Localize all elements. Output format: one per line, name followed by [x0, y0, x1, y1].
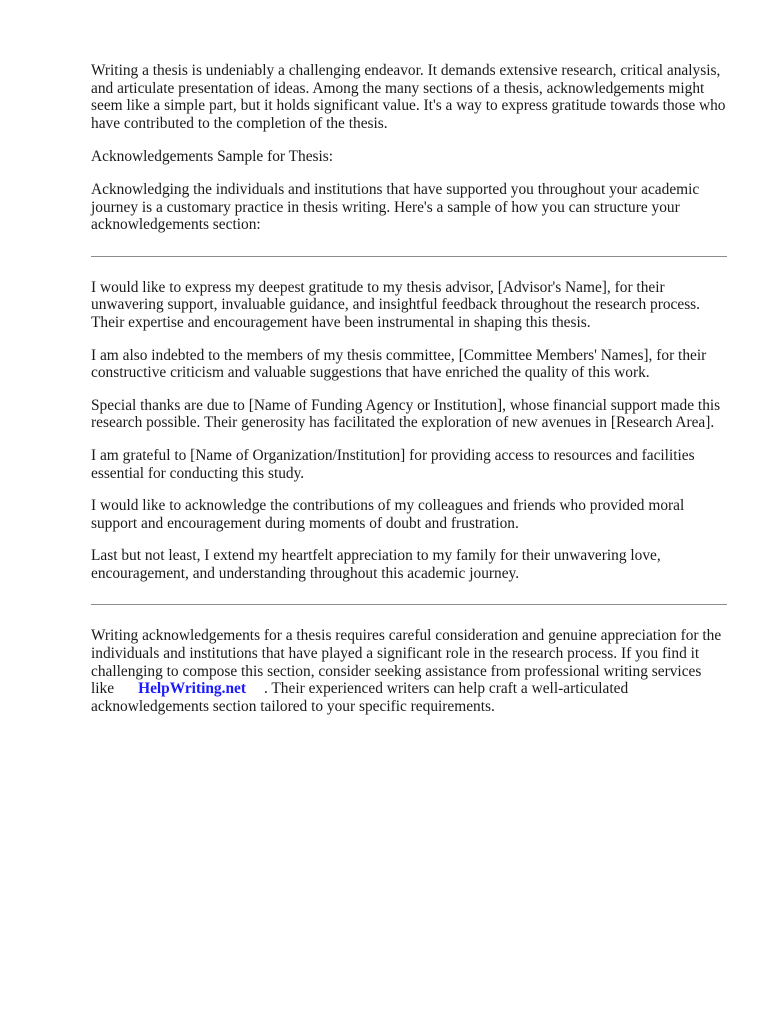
sample-paragraph-funding: Special thanks are due to [Name of Funding Agency or Institution], whose financial support made this research possible. Their generosity has facilitated the exploration of new avenues in [Research Area]. [91, 396, 721, 432]
helpwriting-link[interactable]: HelpWriting.net [138, 680, 246, 698]
section-heading: Acknowledgements Sample for Thesis: [91, 148, 334, 166]
divider-top [91, 256, 727, 257]
closing-paragraph [91, 627, 727, 715]
document-page [91, 62, 727, 715]
sample-paragraph-family: Last but not least, I extend my heartfelt appreciation to my family for their unwavering love, encouragement, and understanding throughout this academic journey. [91, 547, 661, 582]
sample-paragraph-colleagues: I would like to acknowledge the contributions of my colleagues and friends who provided moral support and encouragement during moments of doubt and frustration. [91, 497, 685, 532]
divider-bottom [91, 604, 727, 605]
closing-text-after-link: . Their experienced writers can help craft a well-articulated acknowledgements section tailored to your specific requirements. [91, 680, 629, 715]
intro-paragraph: Writing a thesis is undeniably a challenging endeavor. It demands extensive research, critical analysis, and articulate presentation of ideas. Among the many sections of a thesis, acknowledgements might seem like a simple part, but it holds significant value. It's a way to express gratitude towards those who have contributed to the completion of the thesis. [91, 62, 726, 132]
sample-paragraph-committee: I am also indebted to the members of my thesis committee, [Committee Members' Names], for their constructive criticism and valuable suggestions that have enriched the quality of this work. [91, 346, 707, 382]
closing-text-before-link: Writing acknowledgements for a thesis requires careful consideration and genuine appreciation for the individuals and institutions that have played a significant role in the research process. If you find it challenging to compose this section, consider seeking assistance from professional writing services like [91, 627, 722, 698]
sample-paragraph-organization: I am grateful to [Name of Organization/Institution] for providing access to resources and facilities essential for conducting this study. [91, 446, 695, 482]
sample-paragraph-advisor: I would like to express my deepest gratitude to my thesis advisor, [Advisor's Name], for their unwavering support, invaluable guidance, and insightful feedback throughout the research process. Their expertise and encouragement have been instrumental in shaping this thesis. [91, 278, 701, 331]
intro-paragraph-structure: Acknowledging the individuals and institutions that have supported you throughout your academic journey is a customary practice in thesis writing. Here's a sample of how you can structure your acknowledgements section: [91, 180, 700, 234]
